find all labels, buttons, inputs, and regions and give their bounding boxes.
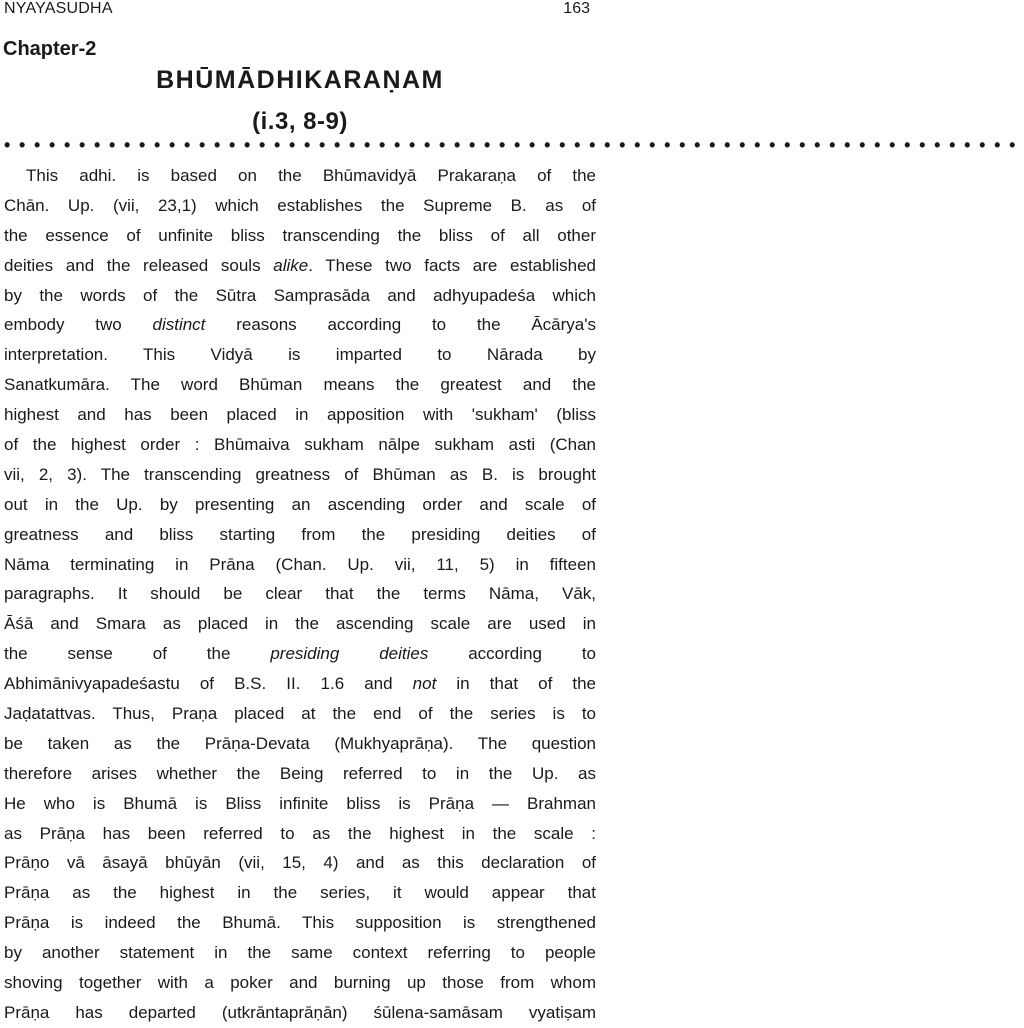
text-line: highest and has been placed in apposition with 'sukham' (bliss xyxy=(4,405,596,425)
text-segment: reasons according to the Ācārya's xyxy=(205,315,596,335)
text-line: Prāṇa has departed (utkrāntaprāṇān) śūlena-samāsam vyatiṣam xyxy=(4,1002,596,1022)
text-line: be taken as the Prāṇa-Devata (Mukhyaprāṇa). The question xyxy=(4,733,596,753)
page-number: 163 xyxy=(563,0,590,17)
text-line: out in the Up. by presenting an ascending order and scale of xyxy=(4,494,596,514)
text-segment: Abhimānivyapadeśastu of B.S. II. 1.6 and xyxy=(4,674,413,694)
italic-text: presiding deities xyxy=(270,644,429,664)
text-line xyxy=(4,669,596,699)
text-line: the essence of unfinite bliss transcending the bliss of all other xyxy=(4,225,596,245)
italic-text: alike xyxy=(273,255,309,275)
dotted-separator: •••••••••••••••••••••••••••••••••••••••••••••••••••••••••••••••••••• xyxy=(4,135,1024,155)
text-segment: embody two xyxy=(4,315,153,335)
text-segment: . These two facts are established xyxy=(308,255,596,275)
text-line: Prāṇa is indeed the Bhumā. This supposition is strengthened xyxy=(4,913,596,933)
text-line xyxy=(4,639,596,669)
text-line xyxy=(4,251,596,281)
section-title: BHŪMĀDHIKARAṆAM xyxy=(156,66,444,94)
running-head: NYAYASUDHA xyxy=(4,0,113,17)
body-paragraph xyxy=(4,161,596,1028)
text-line: Prāṇo vā āsayā bhūyān (vii, 15, 4) and as this declaration of xyxy=(4,853,596,873)
text-segment: deities and the released souls xyxy=(4,255,274,275)
text-segment: the sense of the xyxy=(4,644,271,664)
section-reference: (i.3, 8-9) xyxy=(252,108,348,135)
text-line: Sanatkumāra. The word Bhūman means the greatest and the xyxy=(4,375,596,395)
text-segment: in that of the xyxy=(436,674,596,694)
text-line: Jaḍatattvas. Thus, Praṇa placed at the end of the series is to xyxy=(4,704,596,724)
text-line: Āśā and Smara as placed in the ascending scale are used in xyxy=(4,614,596,634)
text-line: interpretation. This Vidyā is imparted to Nārada by xyxy=(4,345,596,365)
italic-text: not xyxy=(412,674,437,694)
text-line: Chān. Up. (vii, 23,1) which establishes the Supreme B. as of xyxy=(4,195,596,215)
text-line: Nāma terminating in Prāna (Chan. Up. vii, 11, 5) in fifteen xyxy=(4,554,596,574)
text-line: by another statement in the same context referring to people xyxy=(4,943,596,963)
text-line: therefore arises whether the Being referred to in the Up. as xyxy=(4,763,596,783)
text-line: This adhi. is based on the Bhūmavidyā Prakaraṇa of the xyxy=(26,166,596,185)
text-line: He who is Bhumā is Bliss infinite bliss is Prāṇa — Brahman xyxy=(4,793,596,813)
text-line: by the words of the Sūtra Samprasāda and adhyupadeśa which xyxy=(4,285,596,305)
text-segment: according to xyxy=(428,644,596,664)
text-line: greatness and bliss starting from the presiding deities of xyxy=(4,524,596,544)
text-line xyxy=(4,310,596,340)
italic-text: distinct xyxy=(152,315,206,335)
text-line: as Prāṇa has been referred to as the highest in the scale : xyxy=(4,823,596,843)
text-line: of the highest order : Bhūmaiva sukham nālpe sukham asti (Chan xyxy=(4,435,596,455)
text-line: paragraphs. It should be clear that the terms Nāma, Vāk, xyxy=(4,584,596,604)
text-line: Prāṇa as the highest in the series, it would appear that xyxy=(4,883,596,903)
text-line: vii, 2, 3). The transcending greatness of Bhūman as B. is brought xyxy=(4,464,596,484)
text-line: shoving together with a poker and burning up those from whom xyxy=(4,973,596,993)
chapter-label: Chapter-2 xyxy=(3,38,97,60)
